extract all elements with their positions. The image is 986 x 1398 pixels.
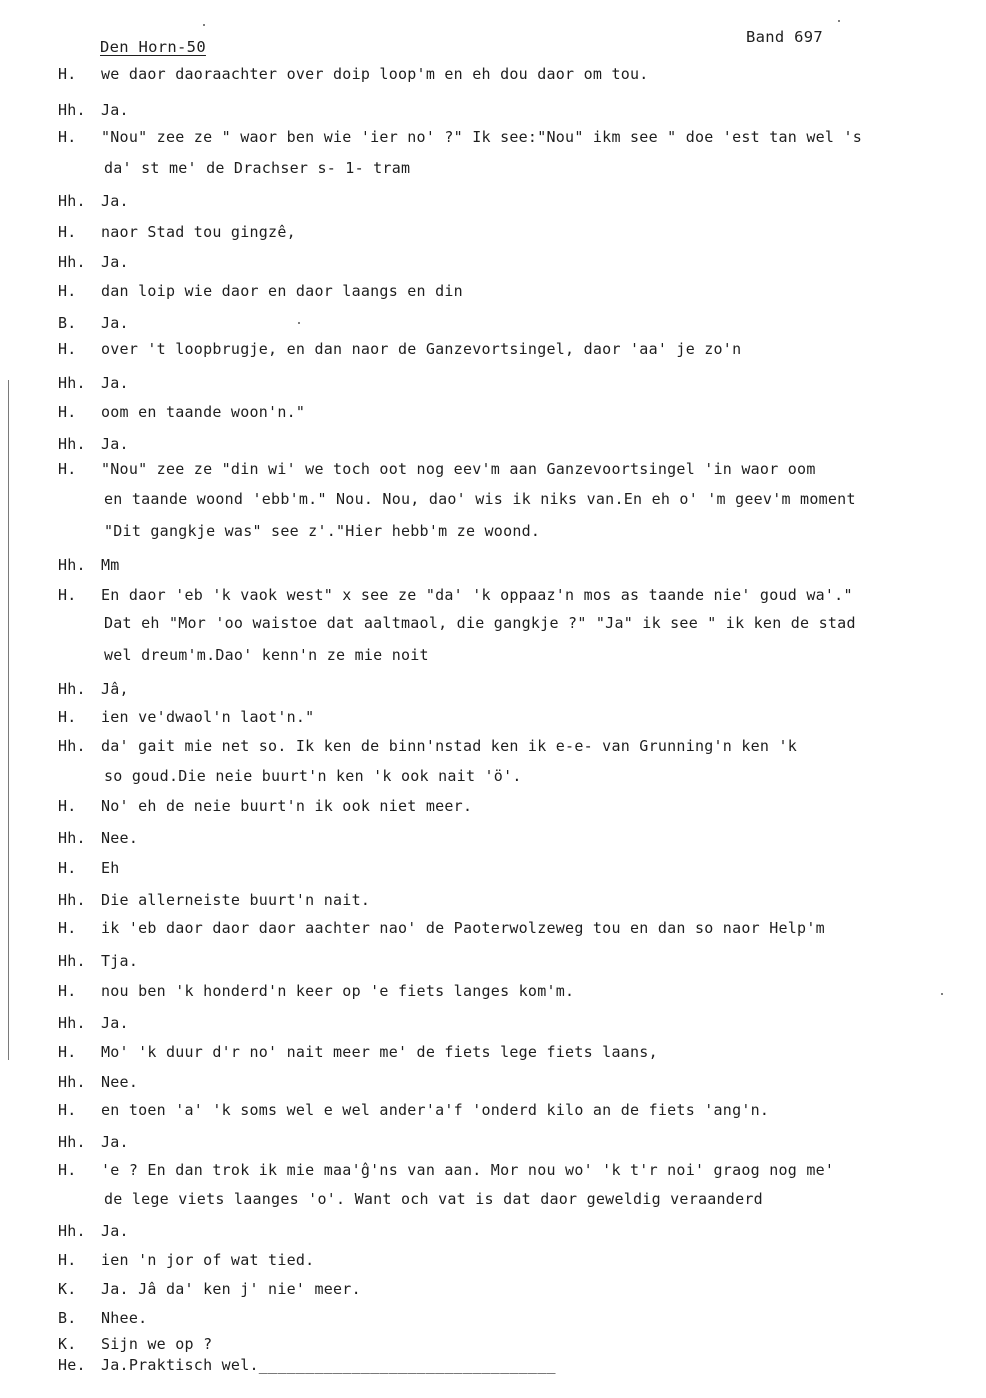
utterance-text: en toen 'a' 'k soms wel e wel ander'a'f 'onderd kilo an de fiets 'ang'n. bbox=[101, 1101, 770, 1119]
utterance-text: Ja. bbox=[101, 1014, 129, 1032]
utterance-text: Ja. Jâ da' ken j' nie' meer. bbox=[101, 1280, 361, 1298]
speaker-label: H. bbox=[58, 919, 77, 937]
speaker-label: K. bbox=[58, 1335, 77, 1353]
utterance-text: naor Stad tou gingzê, bbox=[101, 223, 296, 241]
utterance-text: Ja. bbox=[101, 435, 129, 453]
speaker-label: Hh. bbox=[58, 891, 86, 909]
speaker-label: H. bbox=[58, 1043, 77, 1061]
utterance-text: "Nou" zee ze " waor ben wie 'ier no' ?" Ik see:"Nou" ikm see " doe 'est tan wel 's bbox=[101, 128, 863, 146]
utterance-continuation: de lege viets laanges 'o'. Want och vat is dat daor geweldig veraanderd bbox=[104, 1190, 763, 1208]
speaker-label: H. bbox=[58, 340, 77, 358]
speaker-label: Hh. bbox=[58, 952, 86, 970]
utterance-text: Mo' 'k duur d'r no' nait meer me' de fiets lege fiets laans, bbox=[101, 1043, 658, 1061]
speaker-label: H. bbox=[58, 223, 77, 241]
utterance-text: No' eh de neie buurt'n ik ook niet meer. bbox=[101, 797, 473, 815]
utterance-text: Nhee. bbox=[101, 1309, 148, 1327]
utterance-text: Ja. bbox=[101, 192, 129, 210]
speaker-label: H. bbox=[58, 586, 77, 604]
utterance-text: dan loip wie daor en daor laangs en din bbox=[101, 282, 463, 300]
speaker-label: H. bbox=[58, 1161, 77, 1179]
utterance-text: over 't loopbrugje, en dan naor de Ganzevortsingel, daor 'aa' je zo'n bbox=[101, 340, 742, 358]
speaker-label: Hh. bbox=[58, 435, 86, 453]
speaker-label: Hh. bbox=[58, 556, 86, 574]
speaker-label: H. bbox=[58, 460, 77, 478]
utterance-text: Ja.Praktisch wel.________________________________ bbox=[101, 1356, 556, 1374]
utterance-text: oom en taande woon'n." bbox=[101, 403, 306, 421]
speaker-label: H. bbox=[58, 797, 77, 815]
band-number: Band 697 bbox=[746, 28, 824, 46]
utterance-continuation: da' st me' de Drachser s- 1- tram bbox=[104, 159, 411, 177]
utterance-continuation: wel dreum'm.Dao' kenn'n ze mie noit bbox=[104, 646, 429, 664]
speaker-label: H. bbox=[58, 65, 77, 83]
utterance-text: Ja. bbox=[101, 101, 129, 119]
speaker-label: Hh. bbox=[58, 1133, 86, 1151]
utterance-text: Sijn we op ? bbox=[101, 1335, 213, 1353]
scan-speck bbox=[941, 993, 943, 995]
speaker-label: Hh. bbox=[58, 192, 86, 210]
utterance-text: Ja. bbox=[101, 374, 129, 392]
utterance-continuation: Dat eh "Mor 'oo waistoe dat aaltmaol, die gangkje ?" "Ja" ik see " ik ken de stad bbox=[104, 614, 856, 632]
utterance-text: 'e ? En dan trok ik mie maa'ĝ'ns van aan. Mor nou wo' 'k t'r noi' graog nog me' bbox=[101, 1161, 835, 1179]
speaker-label: H. bbox=[58, 1251, 77, 1269]
margin-line bbox=[8, 380, 9, 1060]
utterance-text: ien 'n jor of wat tied. bbox=[101, 1251, 315, 1269]
scan-speck bbox=[298, 322, 300, 324]
utterance-text: Ja. bbox=[101, 253, 129, 271]
speaker-label: B. bbox=[58, 314, 77, 332]
utterance-continuation: en taande woond 'ebb'm." Nou. Nou, dao' wis ik niks van.En eh o' 'm geev'm moment bbox=[104, 490, 856, 508]
scan-speck bbox=[203, 24, 205, 26]
utterance-text: Eh bbox=[101, 859, 120, 877]
speaker-label: K. bbox=[58, 1280, 77, 1298]
speaker-label: H. bbox=[58, 1101, 77, 1119]
scan-speck bbox=[838, 20, 840, 22]
utterance-text: Ja. bbox=[101, 314, 129, 332]
speaker-label: He. bbox=[58, 1356, 86, 1374]
utterance-text: Tja. bbox=[101, 952, 139, 970]
utterance-text: ien ve'dwaol'n laot'n." bbox=[101, 708, 315, 726]
utterance-text: En daor 'eb 'k vaok west" x see ze "da' 'k oppaaz'n mos as taande nie' goud wa'." bbox=[101, 586, 853, 604]
utterance-text: Nee. bbox=[101, 829, 139, 847]
speaker-label: Hh. bbox=[58, 253, 86, 271]
speaker-label: Hh. bbox=[58, 1073, 86, 1091]
speaker-label: B. bbox=[58, 1309, 77, 1327]
speaker-label: H. bbox=[58, 128, 77, 146]
speaker-label: H. bbox=[58, 982, 77, 1000]
document-title: Den Horn-50 bbox=[100, 38, 206, 56]
speaker-label: Hh. bbox=[58, 737, 86, 755]
speaker-label: Hh. bbox=[58, 374, 86, 392]
utterance-text: we daor daoraachter over doip loop'm en eh dou daor om tou. bbox=[101, 65, 649, 83]
speaker-label: Hh. bbox=[58, 829, 86, 847]
utterance-text: "Nou" zee ze "din wi' we toch oot nog eev'm aan Ganzevoortsingel 'in waor oom bbox=[101, 460, 816, 478]
utterance-text: Mm bbox=[101, 556, 120, 574]
speaker-label: Hh. bbox=[58, 680, 86, 698]
utterance-continuation: "Dit gangkje was" see z'."Hier hebb'm ze woond. bbox=[104, 522, 541, 540]
speaker-label: Hh. bbox=[58, 1014, 86, 1032]
utterance-text: nou ben 'k honderd'n keer op 'e fiets langes kom'm. bbox=[101, 982, 575, 1000]
utterance-text: Die allerneiste buurt'n nait. bbox=[101, 891, 371, 909]
speaker-label: H. bbox=[58, 859, 77, 877]
utterance-text: ik 'eb daor daor daor aachter nao' de Paoterwolzeweg tou en dan so naor Help'm bbox=[101, 919, 825, 937]
utterance-text: Jâ, bbox=[101, 680, 129, 698]
speaker-label: H. bbox=[58, 282, 77, 300]
speaker-label: H. bbox=[58, 708, 77, 726]
speaker-label: Hh. bbox=[58, 101, 86, 119]
utterance-text: Ja. bbox=[101, 1133, 129, 1151]
speaker-label: H. bbox=[58, 403, 77, 421]
utterance-text: da' gait mie net so. Ik ken de binn'nstad ken ik e-e- van Grunning'n ken 'k bbox=[101, 737, 798, 755]
utterance-text: Ja. bbox=[101, 1222, 129, 1240]
speaker-label: Hh. bbox=[58, 1222, 86, 1240]
utterance-text: Nee. bbox=[101, 1073, 139, 1091]
utterance-continuation: so goud.Die neie buurt'n ken 'k ook nait 'ö'. bbox=[104, 767, 522, 785]
